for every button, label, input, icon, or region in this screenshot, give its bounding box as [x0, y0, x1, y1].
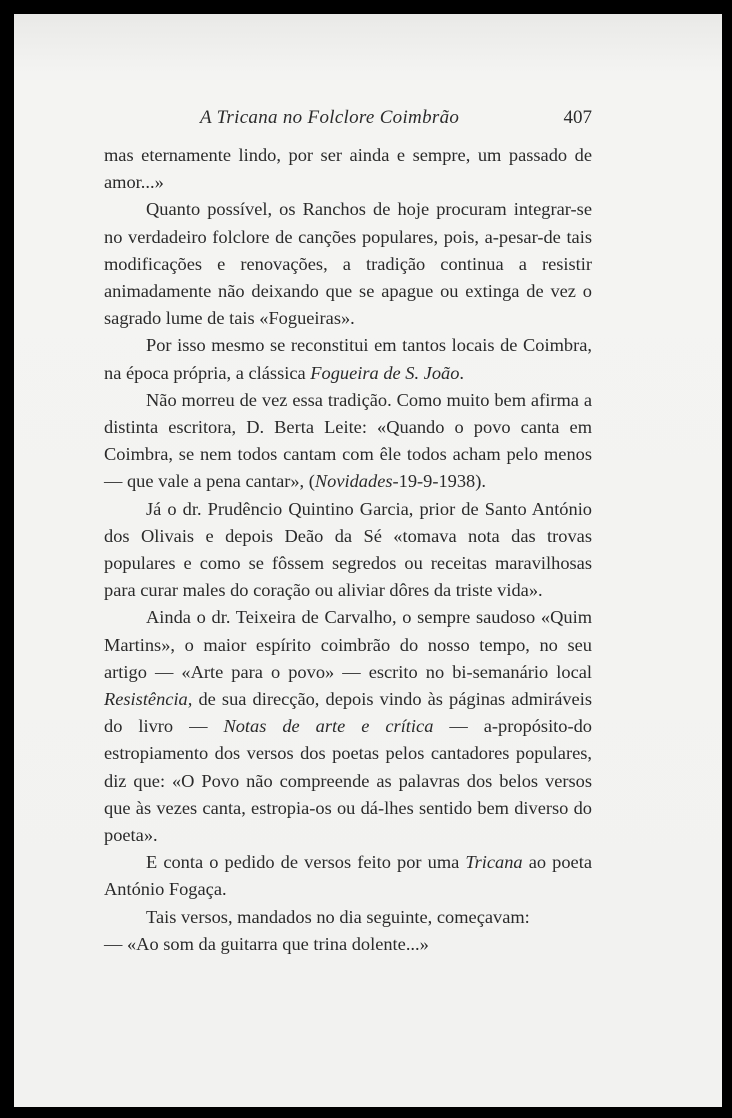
italic-title-notas: Notas de arte e crítica — [223, 716, 434, 737]
text-run: mas eternamente lindo, por ser ainda e sempre, um passado de amor...» — [104, 145, 592, 193]
quoted-verse — [104, 931, 592, 958]
paragraph-tricana — [104, 849, 592, 903]
paragraph-teixeira — [104, 604, 592, 849]
italic-title-novidades: Novidades — [314, 471, 393, 492]
running-title: A Tricana no Folclore Coimbrão — [200, 107, 460, 128]
text-run: Ainda o dr. Teixeira de Carvalho, o sempre saudoso «Quim Martins», o maior espírito coimbrão do nosso tempo, no seu artigo — «Arte para o povo» — escrito no bi-semanário local — [104, 607, 592, 682]
text-run: E conta o pedido de versos feito por uma — [146, 852, 466, 873]
paragraph-versos — [104, 904, 592, 931]
text-run: ao poeta António Fogaça. — [104, 852, 592, 900]
page-header — [104, 104, 592, 134]
text-run: Não morreu de vez essa tradição. Como muito bem afirma a distinta escritora, D. Berta Leite: «Quando o povo canta em Coimbra, se nem todos cantam com êle todos acham pelo menos — que vale a pena cantar», ( — [104, 389, 592, 492]
book-page — [14, 14, 722, 1107]
italic-word-tricana: Tricana — [465, 852, 523, 873]
paragraph-fogueira — [104, 332, 592, 386]
text-run: Por isso mesmo se reconstitui em tantos locais de Coimbra, na época própria, a clássica — [104, 335, 592, 383]
text-run: Quanto possível, os Ranchos de hoje procuram integrar-se no verdadeiro folclore de canções populares, pois, a-pesar-de tais modificações e renovações, a tradição continua a resistir animadamente não deixando que se apague ou extinga de vez o sagrado lume de tais «Fogueiras». — [104, 199, 592, 329]
text-run: de sua direcção, depois vindo às páginas admiráveis do livro — — [104, 689, 592, 737]
page-body — [104, 142, 592, 958]
italic-title-fogueira: Fogueira de S. João — [310, 362, 460, 383]
text-run: — a-propósito-do estropiamento dos versos dos poetas pelos cantadores populares, diz que: «O Povo não compreende as palavras dos belos versos que às vezes canta, estropia-os ou dá-lhes sentido bem diverso do poeta». — [104, 716, 592, 846]
paragraph-ranchos — [104, 196, 592, 332]
text-run: . — [459, 362, 465, 383]
paragraph-continuation — [104, 142, 592, 196]
text-run: Tais versos, mandados no dia seguinte, começavam: — [146, 906, 530, 927]
text-run: — «Ao som da guitarra que trina dolente...» — [104, 933, 429, 954]
text-run: Já o dr. Prudêncio Quintino Garcia, prior de Santo António dos Olivais e depois Deão da Sé «tomava nota das trovas populares e como se fôssem segredos ou receitas maravilhosas para curar males do coração ou aliviar dôres da triste vida». — [104, 498, 592, 601]
text-run: -19-9-1938). — [392, 471, 486, 492]
paragraph-tradicao — [104, 387, 592, 496]
page-number: 407 — [563, 107, 592, 128]
paragraph-prudencio — [104, 496, 592, 605]
italic-title-resistencia: Resistência, — [104, 689, 193, 710]
